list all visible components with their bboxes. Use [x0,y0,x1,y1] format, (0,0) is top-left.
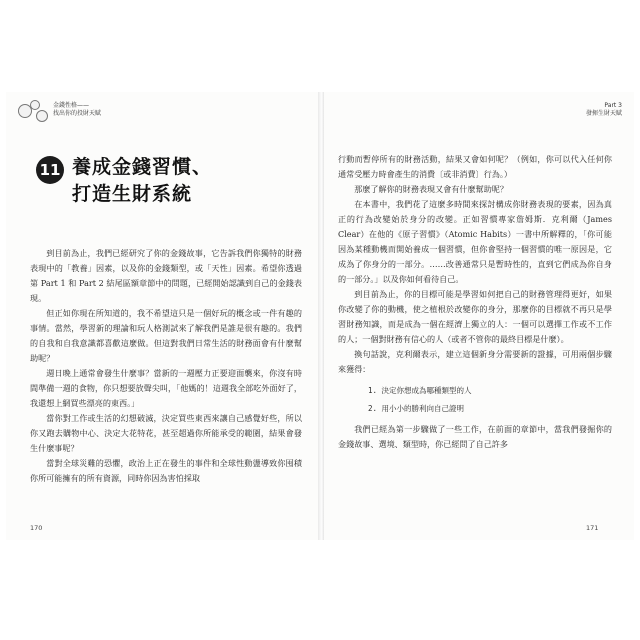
left-running-head [16,100,101,122]
right-running-head-line2: 發揮生財天賦 [585,110,622,117]
step-item: 1. 決定你想成為哪種類型的人 [368,386,472,395]
paragraph: 當你對工作或生活的幻想破滅，決定買些東西來讓自己感覺好些，所以你又跑去購物中心、決定大花特花，甚至超過你所能承受的範圍，結果會發生什麼事呢？ [30,413,302,453]
paragraph: 到目前為止，你的目標可能是學習如何把自己的財務管理得更好，如果你改變了你的動機，使之植根於改變你的身分，那麼你的目標就不再只是學習財務知識，而是成為一個在經濟上獨立的人：一個可以選擇工作或不工作的人；一個對財務有信心的人（或者不管你的最終目標是什麼）。 [338,289,612,344]
chapter-heading [36,154,212,208]
paragraph: 那麼了解你的財務表現又會有什麼幫助呢？ [354,184,508,194]
paragraph: 換句話說，克利爾表示，建立這個新身分需要新的證據，可用兩個步驟來獲得： [338,349,612,374]
right-page-number: 171 [586,524,599,532]
chapter-title [72,154,212,208]
paragraph: 我們已經為第一步驟做了一些工作，在前面的章節中，當我們發掘你的金錢故事、選境、類型時，你已經問了自己許多 [338,424,612,449]
paragraph: 當對全球災難的恐懼，政治上正在發生的事件和全球性動盪導致你囤積你所可能擁有的所有資源，同時你因為害怕採取 [30,458,302,483]
paragraph: 行動而暫停所有的財務活動，結果又會如何呢？（例如，你可以代入任何你通常受壓力時會產生的消費〔或非消費〕行為。） [338,154,612,179]
left-page [6,92,318,540]
right-running-head [586,102,622,118]
paragraph: 到目前為止，我們已經研究了你的金錢故事，它告訴我們你獨特的財務表現中的「教養」因素，以及你的金錢類型，或「天性」因素。希望你透過第 Part 1 和 Part 2 結尾區額章節中的問題，已經開始認識到自己的金錢表現。 [30,248,302,303]
left-body-text [30,246,302,486]
left-running-head-line1: 金錢性格—— [53,102,90,109]
chapter-title-line2: 打造生財系統 [72,183,193,205]
coins-icon [16,100,50,122]
left-running-head-line2: 找出你的投財天賦 [53,110,102,117]
chapter-title-line1: 養成金錢習慣、 [72,156,213,178]
chapter-number-badge: 11 [36,156,64,184]
step-item: 2. 用小小的勝利向自己證明 [368,404,465,413]
right-body-text [338,152,612,452]
paragraph: 但正如你現在所知道的，我不希望這只是一個好玩的概念或一件有趣的事情。當然，學習新的理論和玩人格測試來了解我們是誰是很有趣的。我們的自我和自我意識都喜歡這麼做。但這對我們日常生活的財務面會有什麼幫助呢？ [30,308,302,363]
paragraph: 在本書中，我們花了這麼多時間來探討構成你財務表現的要素，因為真正的行為改變始於身分的改變。正如習慣專家詹姆斯．克利爾（James Clear）在他的《原子習慣》（Atomic Habits）一書中所解釋的，「你可能因為某種動機而開始養成一個習慣，但你會堅持一個習慣的唯一原因是，它成為了你身分的一部分。……改善通常只是暫時性的，直到它們成為你自身的一部分。」以及你如何看待自己。 [338,199,612,284]
left-page-number: 170 [30,524,43,532]
right-running-head-line1: Part 3 [604,102,622,109]
paragraph: 週日晚上通常會發生什麼事？當新的一週壓力正要迎面襲來，你沒有時間準備一週的食物，你只想要放聲尖叫，「他媽的！這週我全部吃外面好了，我還想上網買些漂亮的東西。」 [30,368,302,408]
steps-list [338,383,612,416]
right-page [324,92,634,540]
